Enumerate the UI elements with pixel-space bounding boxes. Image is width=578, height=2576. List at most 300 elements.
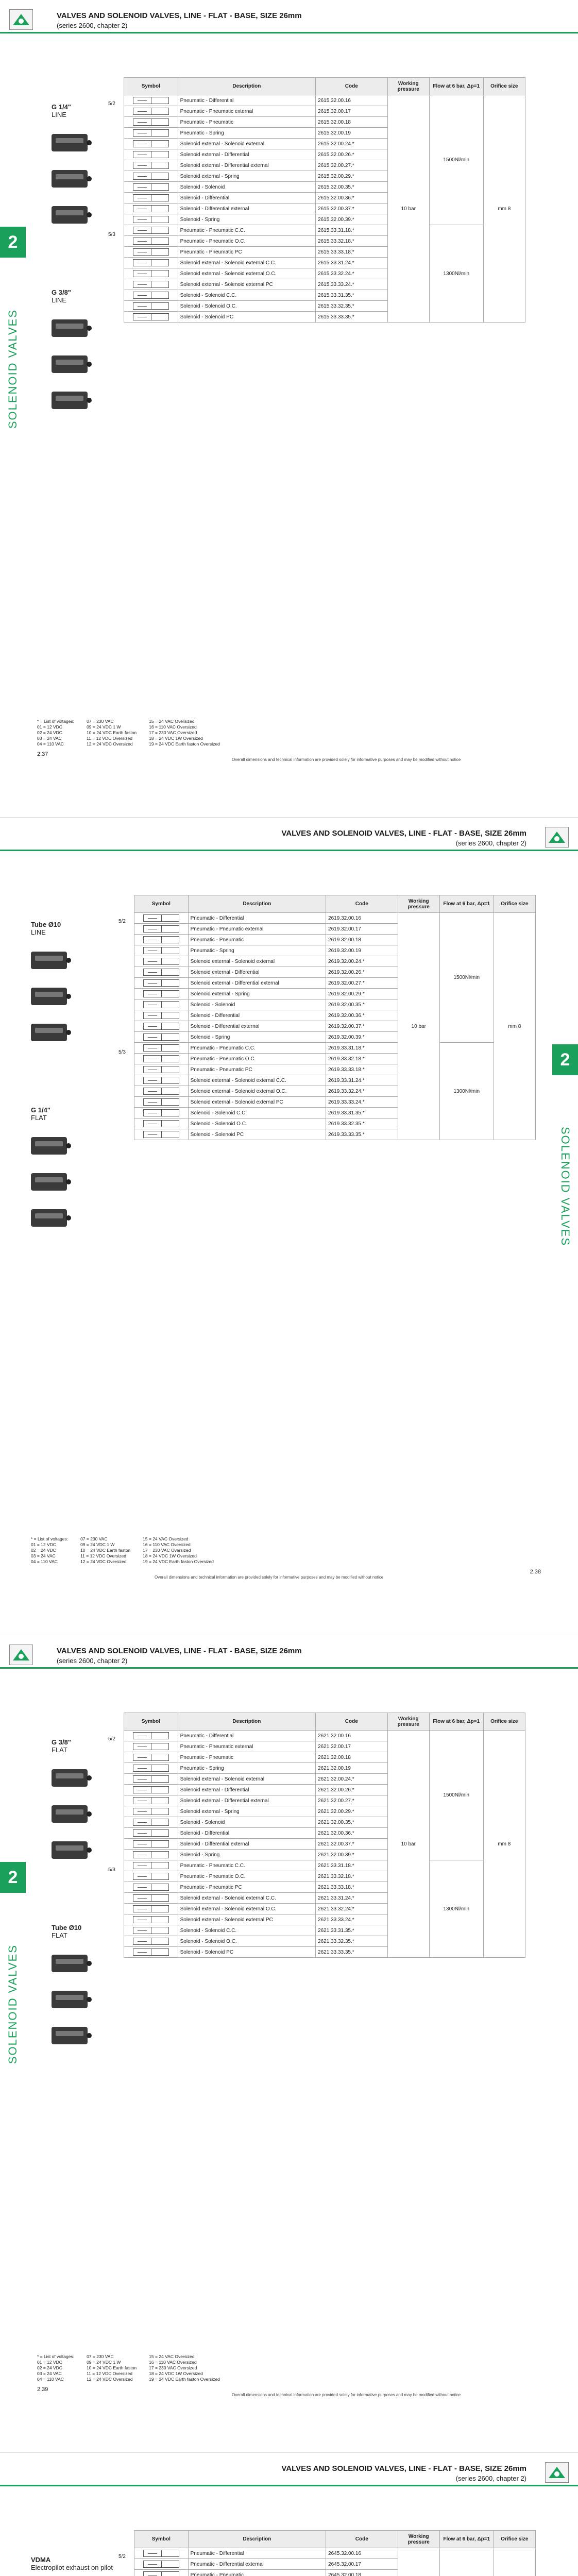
row-description: Pneumatic - Differential bbox=[178, 95, 315, 106]
legend-item: 16 = 110 VAC Oversized bbox=[143, 1542, 191, 1547]
row-code: 2619.33.32.18.* bbox=[326, 1054, 398, 1064]
row-code: 2615.32.00.37.* bbox=[316, 204, 388, 214]
row-code: 2621.32.00.39.* bbox=[316, 1850, 388, 1860]
row-description: Solenoid - Solenoid PC bbox=[178, 1947, 315, 1958]
pneumatic-symbol-icon bbox=[133, 238, 169, 245]
pneumatic-symbol-icon bbox=[133, 1938, 169, 1945]
disclaimer-note: Overall dimensions and technical information are provided solely for informative purposes and may be modified without notice bbox=[155, 1575, 384, 1580]
group-label bbox=[52, 1924, 81, 1939]
row-code: 2619.33.33.24.* bbox=[326, 1097, 398, 1108]
legend-item: 19 = 24 VDC Earth faston Oversized bbox=[143, 1559, 214, 1564]
pneumatic-symbol-icon bbox=[133, 1873, 169, 1880]
legend-column bbox=[87, 2354, 137, 2382]
table-row bbox=[124, 1860, 525, 1871]
row-description: Pneumatic - Pneumatic C.C. bbox=[188, 1043, 326, 1054]
pneumatic-symbol-icon bbox=[143, 2571, 179, 2576]
legend-item: 10 = 24 VDC Earth faston bbox=[87, 730, 137, 735]
row-description: Pneumatic - Spring bbox=[178, 128, 315, 139]
row-code: 2619.32.00.24.* bbox=[326, 956, 398, 967]
legend-item: 03 = 24 VAC bbox=[37, 2371, 62, 2376]
column-header: Orifice size bbox=[483, 1713, 525, 1731]
row-description: Solenoid external - Differential external bbox=[178, 160, 315, 171]
row-description: Pneumatic - Differential bbox=[178, 1731, 315, 1741]
catalog-page bbox=[0, 1635, 578, 2453]
row-description: Solenoid - Solenoid C.C. bbox=[178, 1925, 315, 1936]
series-subtitle: (series 2600, chapter 2) bbox=[57, 22, 128, 29]
series-subtitle: (series 2600, chapter 2) bbox=[455, 839, 526, 847]
pneumatic-symbol-icon bbox=[143, 979, 179, 987]
valve-symbol bbox=[124, 1914, 178, 1925]
valve-symbol bbox=[124, 1785, 178, 1795]
legend-item: 02 = 24 VDC bbox=[31, 1548, 56, 1553]
column-header: Working pressure bbox=[398, 895, 439, 913]
chapter-tab: 2 bbox=[0, 227, 26, 258]
flow-rate: 1500Nl/min bbox=[429, 1731, 483, 1860]
working-pressure bbox=[398, 2548, 439, 2576]
pneumatic-symbol-icon bbox=[133, 97, 169, 104]
valve-symbol bbox=[124, 95, 178, 106]
row-description: Solenoid external - Solenoid external C.C. bbox=[178, 1893, 315, 1904]
row-description: Pneumatic - Differential external bbox=[188, 2559, 326, 2570]
legend-item: 10 = 24 VDC Earth faston bbox=[87, 2365, 137, 2370]
valve-symbol bbox=[124, 1936, 178, 1947]
valve-symbol bbox=[134, 913, 189, 924]
column-header: Working pressure bbox=[387, 78, 429, 95]
header-rule bbox=[0, 2485, 578, 2486]
row-code: 2615.33.31.24.* bbox=[316, 258, 388, 268]
pneumatic-symbol-icon bbox=[133, 259, 169, 266]
way-label-53: 5/3 bbox=[118, 1049, 126, 1055]
row-description: Solenoid external - Solenoid external C.C. bbox=[188, 1075, 326, 1086]
way-label-53: 5/3 bbox=[108, 1867, 115, 1873]
pneumatic-symbol-icon bbox=[133, 281, 169, 288]
pneumatic-symbol-icon bbox=[143, 1033, 179, 1041]
pneumatic-symbol-icon bbox=[143, 990, 179, 997]
legend-item: 01 = 12 VDC bbox=[37, 2360, 62, 2365]
pneumatic-symbol-icon bbox=[133, 1840, 169, 1848]
row-code: 2619.32.00.27.* bbox=[326, 978, 398, 989]
column-header: Flow at 6 bar, Δp=1 bbox=[439, 895, 494, 913]
row-code: 2615.32.00.27.* bbox=[316, 160, 388, 171]
valve-product-image bbox=[52, 1805, 88, 1823]
valve-symbol bbox=[124, 106, 178, 117]
row-description: Solenoid external - Solenoid external C.C. bbox=[178, 258, 315, 268]
row-description: Pneumatic - Pneumatic external bbox=[188, 924, 326, 935]
legend-item: 17 = 230 VAC Oversized bbox=[149, 2365, 197, 2370]
chapter-tab: 2 bbox=[552, 1044, 578, 1075]
group-name: Tube Ø10 bbox=[31, 921, 61, 928]
pneumatic-symbol-icon bbox=[133, 118, 169, 126]
row-code: 2621.32.00.36.* bbox=[316, 1828, 388, 1839]
row-description: Solenoid - Solenoid O.C. bbox=[188, 1118, 326, 1129]
valve-symbol bbox=[134, 1108, 189, 1118]
valve-symbol bbox=[134, 1064, 189, 1075]
valve-product-image bbox=[52, 1769, 88, 1787]
valve-symbol bbox=[124, 1871, 178, 1882]
row-description: Solenoid - Differential bbox=[178, 1828, 315, 1839]
pneumatic-symbol-icon bbox=[133, 1905, 169, 1912]
valve-symbol bbox=[134, 2548, 189, 2559]
row-description: Solenoid - Solenoid O.C. bbox=[178, 1936, 315, 1947]
legend-item: 09 = 24 VDC 1 W bbox=[87, 2360, 121, 2365]
valve-product-image bbox=[52, 1955, 88, 1972]
row-code: 2645.32.00.18 bbox=[326, 2570, 398, 2576]
row-description: Solenoid - Solenoid bbox=[178, 182, 315, 193]
valve-symbol bbox=[134, 924, 189, 935]
valve-product-image bbox=[31, 952, 67, 969]
column-header: Orifice size bbox=[483, 78, 525, 95]
legend-item: 15 = 24 VAC Oversized bbox=[149, 2354, 195, 2359]
row-code: 2619.32.00.36.* bbox=[326, 1010, 398, 1021]
valve-symbol bbox=[124, 290, 178, 301]
column-header: Flow at 6 bar, Δp=1 bbox=[429, 1713, 483, 1731]
pneumatic-symbol-icon bbox=[133, 1765, 169, 1772]
row-code: 2615.32.00.19 bbox=[316, 128, 388, 139]
pneumatic-symbol-icon bbox=[143, 1077, 179, 1084]
group-name: G 1/4" bbox=[31, 1106, 50, 1114]
valve-symbol bbox=[134, 1010, 189, 1021]
row-description: Solenoid external - Differential bbox=[178, 149, 315, 160]
disclaimer-note: Overall dimensions and technical information are provided solely for informative purposes and may be modified without notice bbox=[232, 757, 461, 762]
row-code: 2615.32.00.24.* bbox=[316, 139, 388, 149]
row-description: Solenoid external - Differential bbox=[188, 967, 326, 978]
catalog-page bbox=[0, 2453, 578, 2576]
row-description: Solenoid external - Differential external bbox=[188, 978, 326, 989]
legend-item: 12 = 24 VDC Oversized bbox=[80, 1559, 127, 1564]
valve-symbol bbox=[134, 999, 189, 1010]
group-name: G 1/4" bbox=[52, 103, 71, 111]
row-description: Solenoid external - Differential bbox=[178, 1785, 315, 1795]
way-label-53: 5/3 bbox=[108, 232, 115, 238]
valve-symbol bbox=[124, 1731, 178, 1741]
row-description: Solenoid external - Solenoid external PC bbox=[178, 279, 315, 290]
valve-product-image bbox=[31, 1173, 67, 1191]
valve-product-image bbox=[52, 2027, 88, 2044]
pneumatic-symbol-icon bbox=[143, 947, 179, 954]
column-header: Symbol bbox=[134, 2531, 189, 2548]
row-code: 2645.32.00.16 bbox=[326, 2548, 398, 2559]
valve-symbol bbox=[124, 1904, 178, 1914]
table-row bbox=[134, 1043, 536, 1054]
row-description: Pneumatic - Pneumatic bbox=[188, 2570, 326, 2576]
catalog-page bbox=[0, 818, 578, 1635]
flow-rate: 1500Nl/min bbox=[439, 913, 494, 1043]
legend-item: 07 = 230 VAC bbox=[87, 719, 114, 724]
page-number: 2.39 bbox=[37, 2386, 48, 2393]
pneumatic-symbol-icon bbox=[133, 1916, 169, 1923]
legend-item: 04 = 110 VAC bbox=[37, 2377, 64, 2382]
series-subtitle: (series 2600, chapter 2) bbox=[57, 1657, 128, 1665]
flow-rate: 1300Nl/min bbox=[429, 225, 483, 323]
brand-logo bbox=[545, 2462, 569, 2483]
pneumatic-symbol-icon bbox=[143, 969, 179, 976]
way-label-52: 5/2 bbox=[108, 1736, 115, 1742]
legend-item: 02 = 24 VDC bbox=[37, 730, 62, 735]
header-rule bbox=[0, 1667, 578, 1669]
valve-symbol bbox=[124, 1925, 178, 1936]
row-description: Pneumatic - Pneumatic PC bbox=[178, 1882, 315, 1893]
voltage-legend bbox=[31, 1536, 214, 1565]
legend-item: 11 = 12 VDC Oversized bbox=[80, 1553, 126, 1558]
legend-item: 15 = 24 VAC Oversized bbox=[143, 1536, 189, 1541]
row-code: 2615.32.00.18 bbox=[316, 117, 388, 128]
row-code: 2645.32.00.17 bbox=[326, 2559, 398, 2570]
row-description: Pneumatic - Pneumatic C.C. bbox=[178, 1860, 315, 1871]
legend-item: 16 = 110 VAC Oversized bbox=[149, 2360, 197, 2365]
pneumatic-symbol-icon bbox=[133, 302, 169, 310]
pneumatic-symbol-icon bbox=[133, 1819, 169, 1826]
pneumatic-symbol-icon bbox=[133, 1775, 169, 1783]
row-code: 2619.32.00.29.* bbox=[326, 989, 398, 999]
legend-item: 03 = 24 VAC bbox=[37, 736, 62, 741]
valve-symbol bbox=[124, 204, 178, 214]
group-label bbox=[31, 1106, 50, 1122]
valve-symbol bbox=[134, 1075, 189, 1086]
column-header: Orifice size bbox=[494, 2531, 535, 2548]
row-code: 2615.33.32.18.* bbox=[316, 236, 388, 247]
valve-symbol bbox=[124, 128, 178, 139]
legend-item: 16 = 110 VAC Oversized bbox=[149, 724, 197, 730]
group-type: FLAT bbox=[52, 1746, 67, 1754]
valve-symbol bbox=[124, 182, 178, 193]
flow-rate: 1300Nl/min bbox=[429, 1860, 483, 1958]
pneumatic-symbol-icon bbox=[133, 1732, 169, 1739]
table-row bbox=[124, 95, 525, 106]
row-code: 2615.33.33.24.* bbox=[316, 279, 388, 290]
row-code: 2615.32.00.17 bbox=[316, 106, 388, 117]
page-title bbox=[281, 2464, 526, 2482]
row-code: 2615.33.31.35.* bbox=[316, 290, 388, 301]
spec-table bbox=[134, 895, 536, 1140]
legend-item: 17 = 230 VAC Oversized bbox=[149, 730, 197, 735]
column-header: Flow at 6 bar, Δp=1 bbox=[429, 78, 483, 95]
pneumatic-symbol-icon bbox=[133, 313, 169, 320]
legend-item: 18 = 24 VDC 1W Oversized bbox=[149, 2371, 203, 2376]
group-name: VDMA bbox=[31, 2556, 51, 2564]
pneumatic-symbol-icon bbox=[133, 194, 169, 201]
row-description: Pneumatic - Spring bbox=[178, 1763, 315, 1774]
legend-item: 02 = 24 VDC bbox=[37, 2365, 62, 2370]
pneumatic-symbol-icon bbox=[133, 129, 169, 137]
row-description: Pneumatic - Pneumatic O.C. bbox=[178, 236, 315, 247]
pneumatic-symbol-icon bbox=[133, 173, 169, 180]
column-header: Description bbox=[188, 2531, 326, 2548]
row-description: Pneumatic - Pneumatic bbox=[188, 935, 326, 945]
column-header: Code bbox=[316, 78, 388, 95]
valve-symbol bbox=[134, 935, 189, 945]
page-title bbox=[57, 1647, 302, 1665]
legend-item: 04 = 110 VAC bbox=[37, 741, 64, 747]
row-code: 2615.33.33.18.* bbox=[316, 247, 388, 258]
pneumatic-symbol-icon bbox=[133, 162, 169, 169]
row-description: Solenoid - Differential bbox=[188, 1010, 326, 1021]
valve-symbol bbox=[134, 1097, 189, 1108]
row-description: Solenoid - Solenoid C.C. bbox=[178, 290, 315, 301]
row-code: 2615.32.00.29.* bbox=[316, 171, 388, 182]
row-description: Pneumatic - Pneumatic external bbox=[178, 106, 315, 117]
valve-symbol bbox=[134, 1032, 189, 1043]
valve-symbol bbox=[124, 312, 178, 323]
page-title bbox=[281, 829, 526, 847]
row-code: 2615.33.32.35.* bbox=[316, 301, 388, 312]
valve-symbol bbox=[124, 193, 178, 204]
pneumatic-symbol-icon bbox=[143, 1023, 179, 1030]
valve-symbol bbox=[124, 247, 178, 258]
legend-item: 07 = 230 VAC bbox=[80, 1536, 108, 1541]
row-description: Pneumatic - Differential bbox=[188, 913, 326, 924]
valve-symbol bbox=[124, 1893, 178, 1904]
valve-symbol bbox=[134, 1086, 189, 1097]
legend-column bbox=[80, 1536, 130, 1565]
row-description: Solenoid external - Spring bbox=[178, 1806, 315, 1817]
page-number: 2.37 bbox=[37, 751, 48, 757]
valve-symbol bbox=[124, 1882, 178, 1893]
row-code: 2621.32.00.29.* bbox=[316, 1806, 388, 1817]
header-rule bbox=[0, 850, 578, 851]
orifice-size: mm 8 bbox=[483, 95, 525, 323]
valve-symbol bbox=[124, 1839, 178, 1850]
table-row bbox=[134, 2548, 536, 2559]
side-label: SOLENOID VALVES bbox=[559, 1127, 572, 1247]
row-code: 2619.32.00.17 bbox=[326, 924, 398, 935]
legend-column bbox=[143, 1536, 214, 1565]
pneumatic-symbol-icon bbox=[143, 1088, 179, 1095]
legend-item: 12 = 24 VDC Oversized bbox=[87, 741, 133, 747]
legend-item: * = List of voltages: bbox=[31, 1536, 69, 1541]
legend-item: 11 = 12 VDC Oversized bbox=[87, 2371, 132, 2376]
valve-product-image bbox=[31, 1137, 67, 1155]
row-description: Pneumatic - Pneumatic PC bbox=[178, 247, 315, 258]
legend-column bbox=[37, 719, 74, 747]
row-description: Solenoid - Differential bbox=[178, 193, 315, 204]
pneumatic-symbol-icon bbox=[133, 108, 169, 115]
valve-symbol bbox=[124, 160, 178, 171]
pneumatic-symbol-icon bbox=[133, 248, 169, 256]
pneumatic-symbol-icon bbox=[133, 216, 169, 223]
brand-logo bbox=[9, 9, 33, 30]
valve-symbol bbox=[124, 1860, 178, 1871]
group-label bbox=[52, 289, 71, 304]
group-type: Electropilot exhaust on pilot bbox=[31, 2564, 113, 2571]
pneumatic-symbol-icon bbox=[133, 270, 169, 277]
group-label bbox=[31, 2556, 113, 2571]
pneumatic-symbol-icon bbox=[143, 1131, 179, 1138]
row-code: 2621.33.31.18.* bbox=[316, 1860, 388, 1871]
legend-item: * = List of voltages: bbox=[37, 719, 75, 724]
legend-item: 01 = 12 VDC bbox=[37, 724, 62, 730]
pneumatic-symbol-icon bbox=[133, 1808, 169, 1815]
pneumatic-symbol-icon bbox=[143, 1012, 179, 1019]
row-code: 2615.33.31.18.* bbox=[316, 225, 388, 236]
series-title: VALVES AND SOLENOID VALVES, LINE - FLAT - BASE, SIZE 26mm bbox=[281, 2464, 526, 2473]
legend-column bbox=[149, 2354, 220, 2382]
valve-symbol bbox=[124, 258, 178, 268]
valve-product-image bbox=[52, 319, 88, 337]
legend-item: * = List of voltages: bbox=[37, 2354, 75, 2359]
valve-symbol bbox=[134, 1129, 189, 1140]
valve-symbol bbox=[134, 978, 189, 989]
valve-symbol bbox=[124, 214, 178, 225]
row-code: 2621.32.00.37.* bbox=[316, 1839, 388, 1850]
valve-symbol bbox=[124, 1774, 178, 1785]
group-name: G 3/8" bbox=[52, 289, 71, 296]
row-code: 2621.33.33.24.* bbox=[316, 1914, 388, 1925]
valve-symbol bbox=[124, 1947, 178, 1958]
row-code: 2621.32.00.17 bbox=[316, 1741, 388, 1752]
valve-symbol bbox=[134, 945, 189, 956]
valve-symbol bbox=[124, 1752, 178, 1763]
flow-rate: 1500Nl/min bbox=[429, 95, 483, 225]
valve-symbol bbox=[124, 1828, 178, 1839]
group-name: G 3/8" bbox=[52, 1738, 71, 1746]
legend-item: 15 = 24 VAC Oversized bbox=[149, 719, 195, 724]
column-header: Code bbox=[326, 895, 398, 913]
row-description: Solenoid - Solenoid PC bbox=[178, 312, 315, 323]
column-header: Symbol bbox=[124, 1713, 178, 1731]
series-title: VALVES AND SOLENOID VALVES, LINE - FLAT - BASE, SIZE 26mm bbox=[281, 829, 526, 838]
pneumatic-symbol-icon bbox=[133, 1862, 169, 1869]
pneumatic-symbol-icon bbox=[133, 1884, 169, 1891]
row-description: Solenoid external - Solenoid external bbox=[188, 956, 326, 967]
series-title: VALVES AND SOLENOID VALVES, LINE - FLAT - BASE, SIZE 26mm bbox=[57, 11, 302, 20]
pneumatic-symbol-icon bbox=[133, 1927, 169, 1934]
valve-product-image bbox=[31, 988, 67, 1005]
valve-symbol bbox=[134, 1054, 189, 1064]
legend-item: 19 = 24 VDC Earth faston Oversized bbox=[149, 741, 220, 747]
valve-product-image bbox=[52, 170, 88, 188]
row-description: Pneumatic - Pneumatic PC bbox=[188, 1064, 326, 1075]
valve-symbol bbox=[124, 301, 178, 312]
valve-symbol bbox=[134, 967, 189, 978]
row-code: 2621.32.00.16 bbox=[316, 1731, 388, 1741]
legend-item: 11 = 12 VDC Oversized bbox=[87, 736, 132, 741]
row-description: Pneumatic - Pneumatic bbox=[178, 117, 315, 128]
table-row bbox=[134, 913, 536, 924]
row-code: 2621.32.00.27.* bbox=[316, 1795, 388, 1806]
row-code: 2619.33.32.24.* bbox=[326, 1086, 398, 1097]
pneumatic-symbol-icon bbox=[133, 1948, 169, 1956]
pneumatic-symbol-icon bbox=[143, 1001, 179, 1008]
pneumatic-symbol-icon bbox=[143, 925, 179, 933]
orifice-size: mm 8 bbox=[483, 1731, 525, 1958]
valve-symbol bbox=[124, 225, 178, 236]
pneumatic-symbol-icon bbox=[133, 205, 169, 212]
row-code: 2619.33.31.24.* bbox=[326, 1075, 398, 1086]
legend-column bbox=[37, 2354, 74, 2382]
row-code: 2621.32.00.19 bbox=[316, 1763, 388, 1774]
group-label bbox=[52, 1738, 71, 1754]
row-code: 2619.32.00.26.* bbox=[326, 967, 398, 978]
valve-product-image bbox=[52, 392, 88, 409]
pneumatic-symbol-icon bbox=[133, 1851, 169, 1858]
row-code: 2615.32.00.26.* bbox=[316, 149, 388, 160]
pneumatic-symbol-icon bbox=[133, 1786, 169, 1793]
group-type: LINE bbox=[52, 296, 66, 304]
legend-item: 07 = 230 VAC bbox=[87, 2354, 114, 2359]
orifice-size bbox=[494, 2548, 535, 2576]
row-description: Solenoid - Solenoid PC bbox=[188, 1129, 326, 1140]
valve-product-image bbox=[52, 1991, 88, 2008]
column-header: Symbol bbox=[124, 78, 178, 95]
legend-column bbox=[31, 1536, 68, 1565]
valve-symbol bbox=[134, 956, 189, 967]
row-code: 2619.33.32.35.* bbox=[326, 1118, 398, 1129]
pneumatic-symbol-icon bbox=[143, 958, 179, 965]
column-header: Code bbox=[316, 1713, 388, 1731]
row-code: 2619.32.00.35.* bbox=[326, 999, 398, 1010]
row-description: Solenoid - Solenoid bbox=[188, 999, 326, 1010]
row-code: 2615.32.00.35.* bbox=[316, 182, 388, 193]
